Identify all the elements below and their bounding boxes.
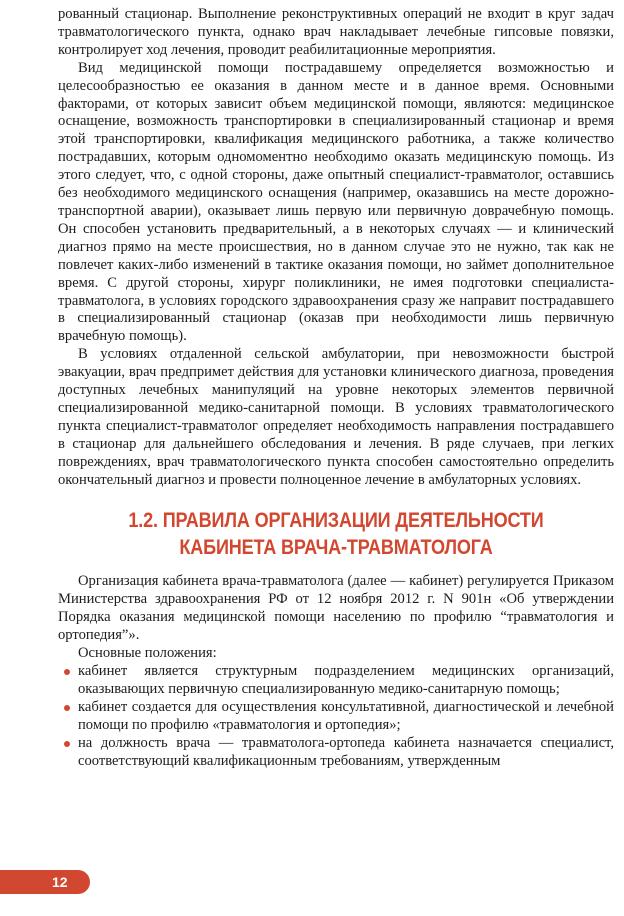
paragraph-rural-ambulatory: В условиях отдаленной сельской амбулатории, при невозможности быстрой эвакуации, врач предпримет действия для установки клинического диагноза, проведения доступных лечебных манипуляций на уровне некоторых элементов первичной специализированной медико-санитарной помощи. В условиях травматологического пункта специалист-травматолог определяет необходимость направления пострадавшего в стационар для дальнейшего обследования и лечения. В ряде случаев, при легких повреждениях, врач травматологического пункта способен самостоятельно определить окончательный диагноз и провести полноценное лечение в амбулаторных условиях.: [58, 346, 614, 488]
page-number: 12: [52, 874, 68, 890]
bullet-dot-icon: [64, 705, 70, 711]
paragraph-continued: рованный стационар. Выполнение реконструктивных операций не входит в круг задач травматологического пункта, однако врач накладывает лечебные гипсовые повязки, контролирует ход лечения, проводит реабилитационные мероприятия.: [58, 6, 614, 58]
page-content: [58, 6, 614, 770]
provisions-list: [58, 663, 614, 770]
list-item: [58, 699, 614, 735]
list-item-text: кабинет создается для осуществления консультативной, диагностической и лечебной помощи по профилю «травматология и ортопедия»;: [78, 698, 614, 733]
bullet-dot-icon: [64, 669, 70, 675]
section-intro-paragraph: Организация кабинета врача-травматолога (далее — кабинет) регулируется Приказом Министерства здравоохранения РФ от 12 ноября 2012 г. N 901н «Об утверждении Порядка оказания медицинской помощи населению по профилю “травматология и ортопедия”».: [58, 573, 614, 644]
list-item: [58, 735, 614, 771]
section-lead-text: Основные положения:: [78, 645, 217, 662]
paragraph-medical-care-type: Вид медицинской помощи пострадавшему определяется возможностью и целесообразностью ее оказания в данном месте и в данное время. Основными факторами, от которых зависит объем медицинской помощи, являются: медицинское оснащение, возможность транспортировки в специализированный стационар и время этой транспортировки, квалификация медицинского работника, а также количество пострадавших, которым одномоментно необходимо оказать медицинскую помощь. Из этого следует, что, с одной стороны, даже опытный специалист-травматолог, оставшись без необходимого медицинского оснащения (например, оказавшись на месте дорожно-транспортной аварии), оказывает лишь первую или первичную доврачебную помощь. Он способен установить предварительный, а в некоторых случаях — и клинический диагноз прямо на месте происшествия, но в данном случае это не нужно, так как не повлечет каких-либо изменений в тактике оказания помощи, но займет дополнительное время. С другой стороны, хирург поликлиники, не имея подготовки специалиста-травматолога, в условиях городского здравоохранения сразу же направит пострадавшего в специализированный стационар (оказав при необходимости лишь первичную врачебную помощь).: [58, 59, 614, 345]
page-number-tab: [0, 870, 90, 894]
list-item: [58, 663, 614, 699]
section-heading: [97, 507, 575, 561]
list-item-text: на должность врача — травматолога-ортопеда кабинета назначается специалист, соответствующий квалификационным требованиям, утвержденным: [78, 734, 614, 769]
bullet-dot-icon: [64, 741, 70, 747]
section-heading-line-1: 1.2. ПРАВИЛА ОРГАНИЗАЦИИ ДЕЯТЕЛЬНОСТИ: [128, 509, 544, 533]
list-item-text: кабинет является структурным подразделением медицинских организаций, оказывающих первичную специализированную медико-санитарную помощь;: [78, 663, 614, 697]
section-heading-line-2: КАБИНЕТА ВРАЧА-ТРАВМАТОЛОГА: [179, 536, 493, 560]
